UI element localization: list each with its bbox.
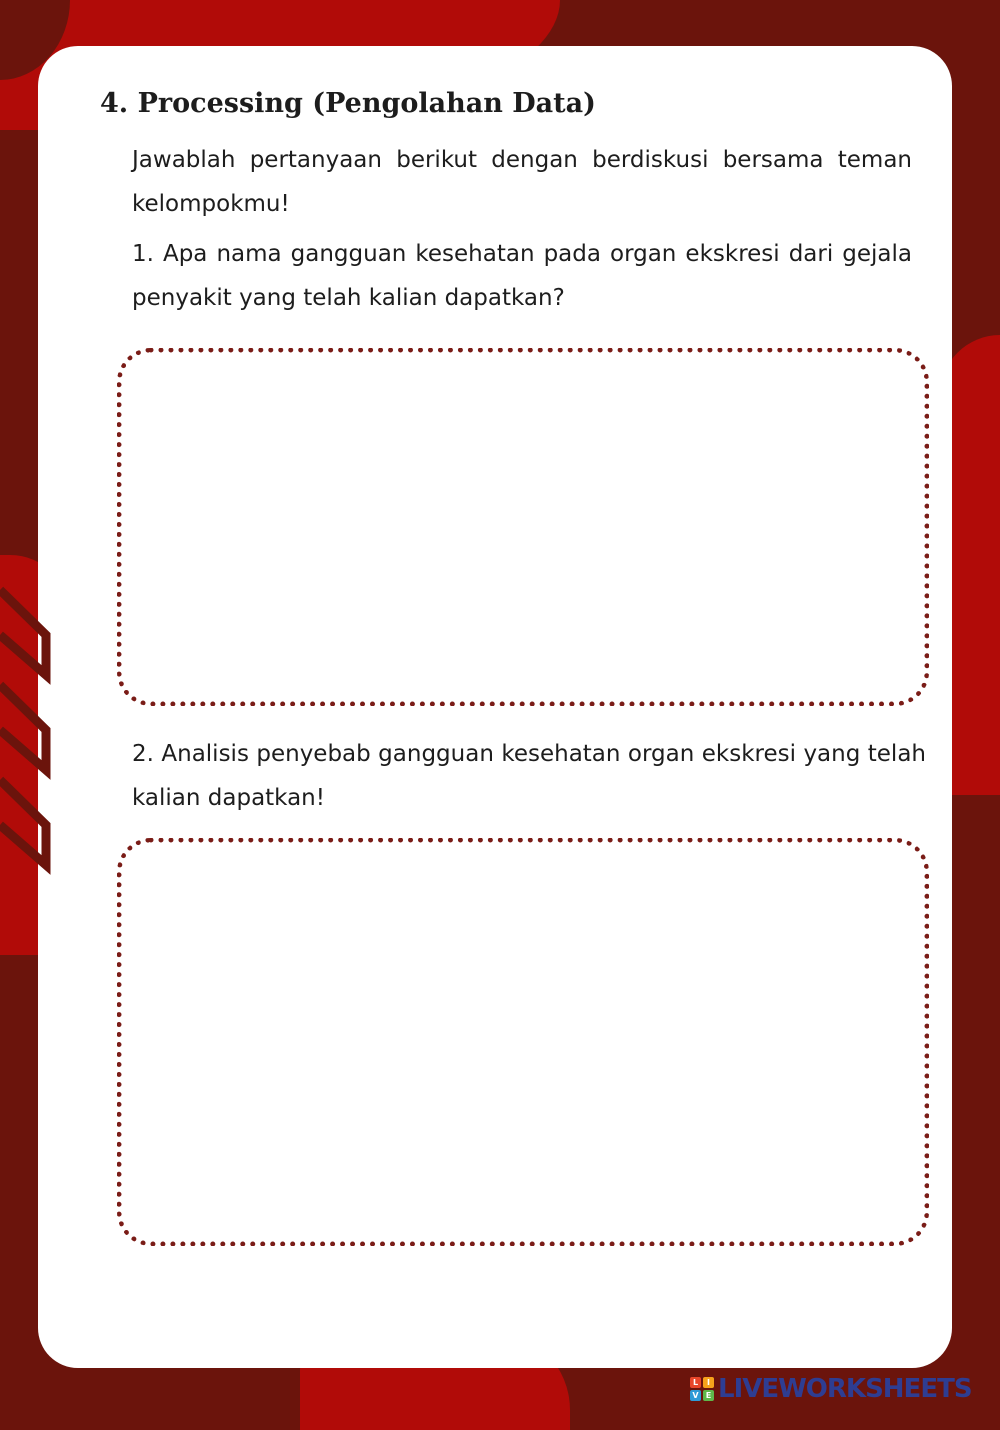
liveworksheets-watermark <box>690 1374 972 1404</box>
answer-box-question-1[interactable] <box>117 348 929 706</box>
instruction-text: Jawablah pertanyaan berikut dengan berdiskusi bersama teman kelompokmu! <box>132 147 912 217</box>
liveworksheets-logo-icon <box>690 1377 714 1401</box>
logo-cell-e: E <box>703 1390 714 1401</box>
question-2-text: 2. Analisis penyebab gangguan kesehatan organ ekskresi yang telah kalian dapatkan! <box>132 741 926 811</box>
logo-cell-i: I <box>703 1377 714 1388</box>
answer-box-question-2[interactable] <box>117 838 929 1246</box>
question-1-text: 1. Apa nama gangguan kesehatan pada organ ekskresi dari gejala penyakit yang telah kalian dapatkan? <box>132 241 912 311</box>
logo-cell-l: L <box>690 1377 701 1388</box>
logo-cell-v: V <box>690 1390 701 1401</box>
section-heading: 4. Processing (Pengolahan Data) <box>100 88 596 119</box>
watermark-text: LIVEWORKSHEETS <box>718 1374 972 1404</box>
chevron-decoration-icon <box>0 580 60 890</box>
